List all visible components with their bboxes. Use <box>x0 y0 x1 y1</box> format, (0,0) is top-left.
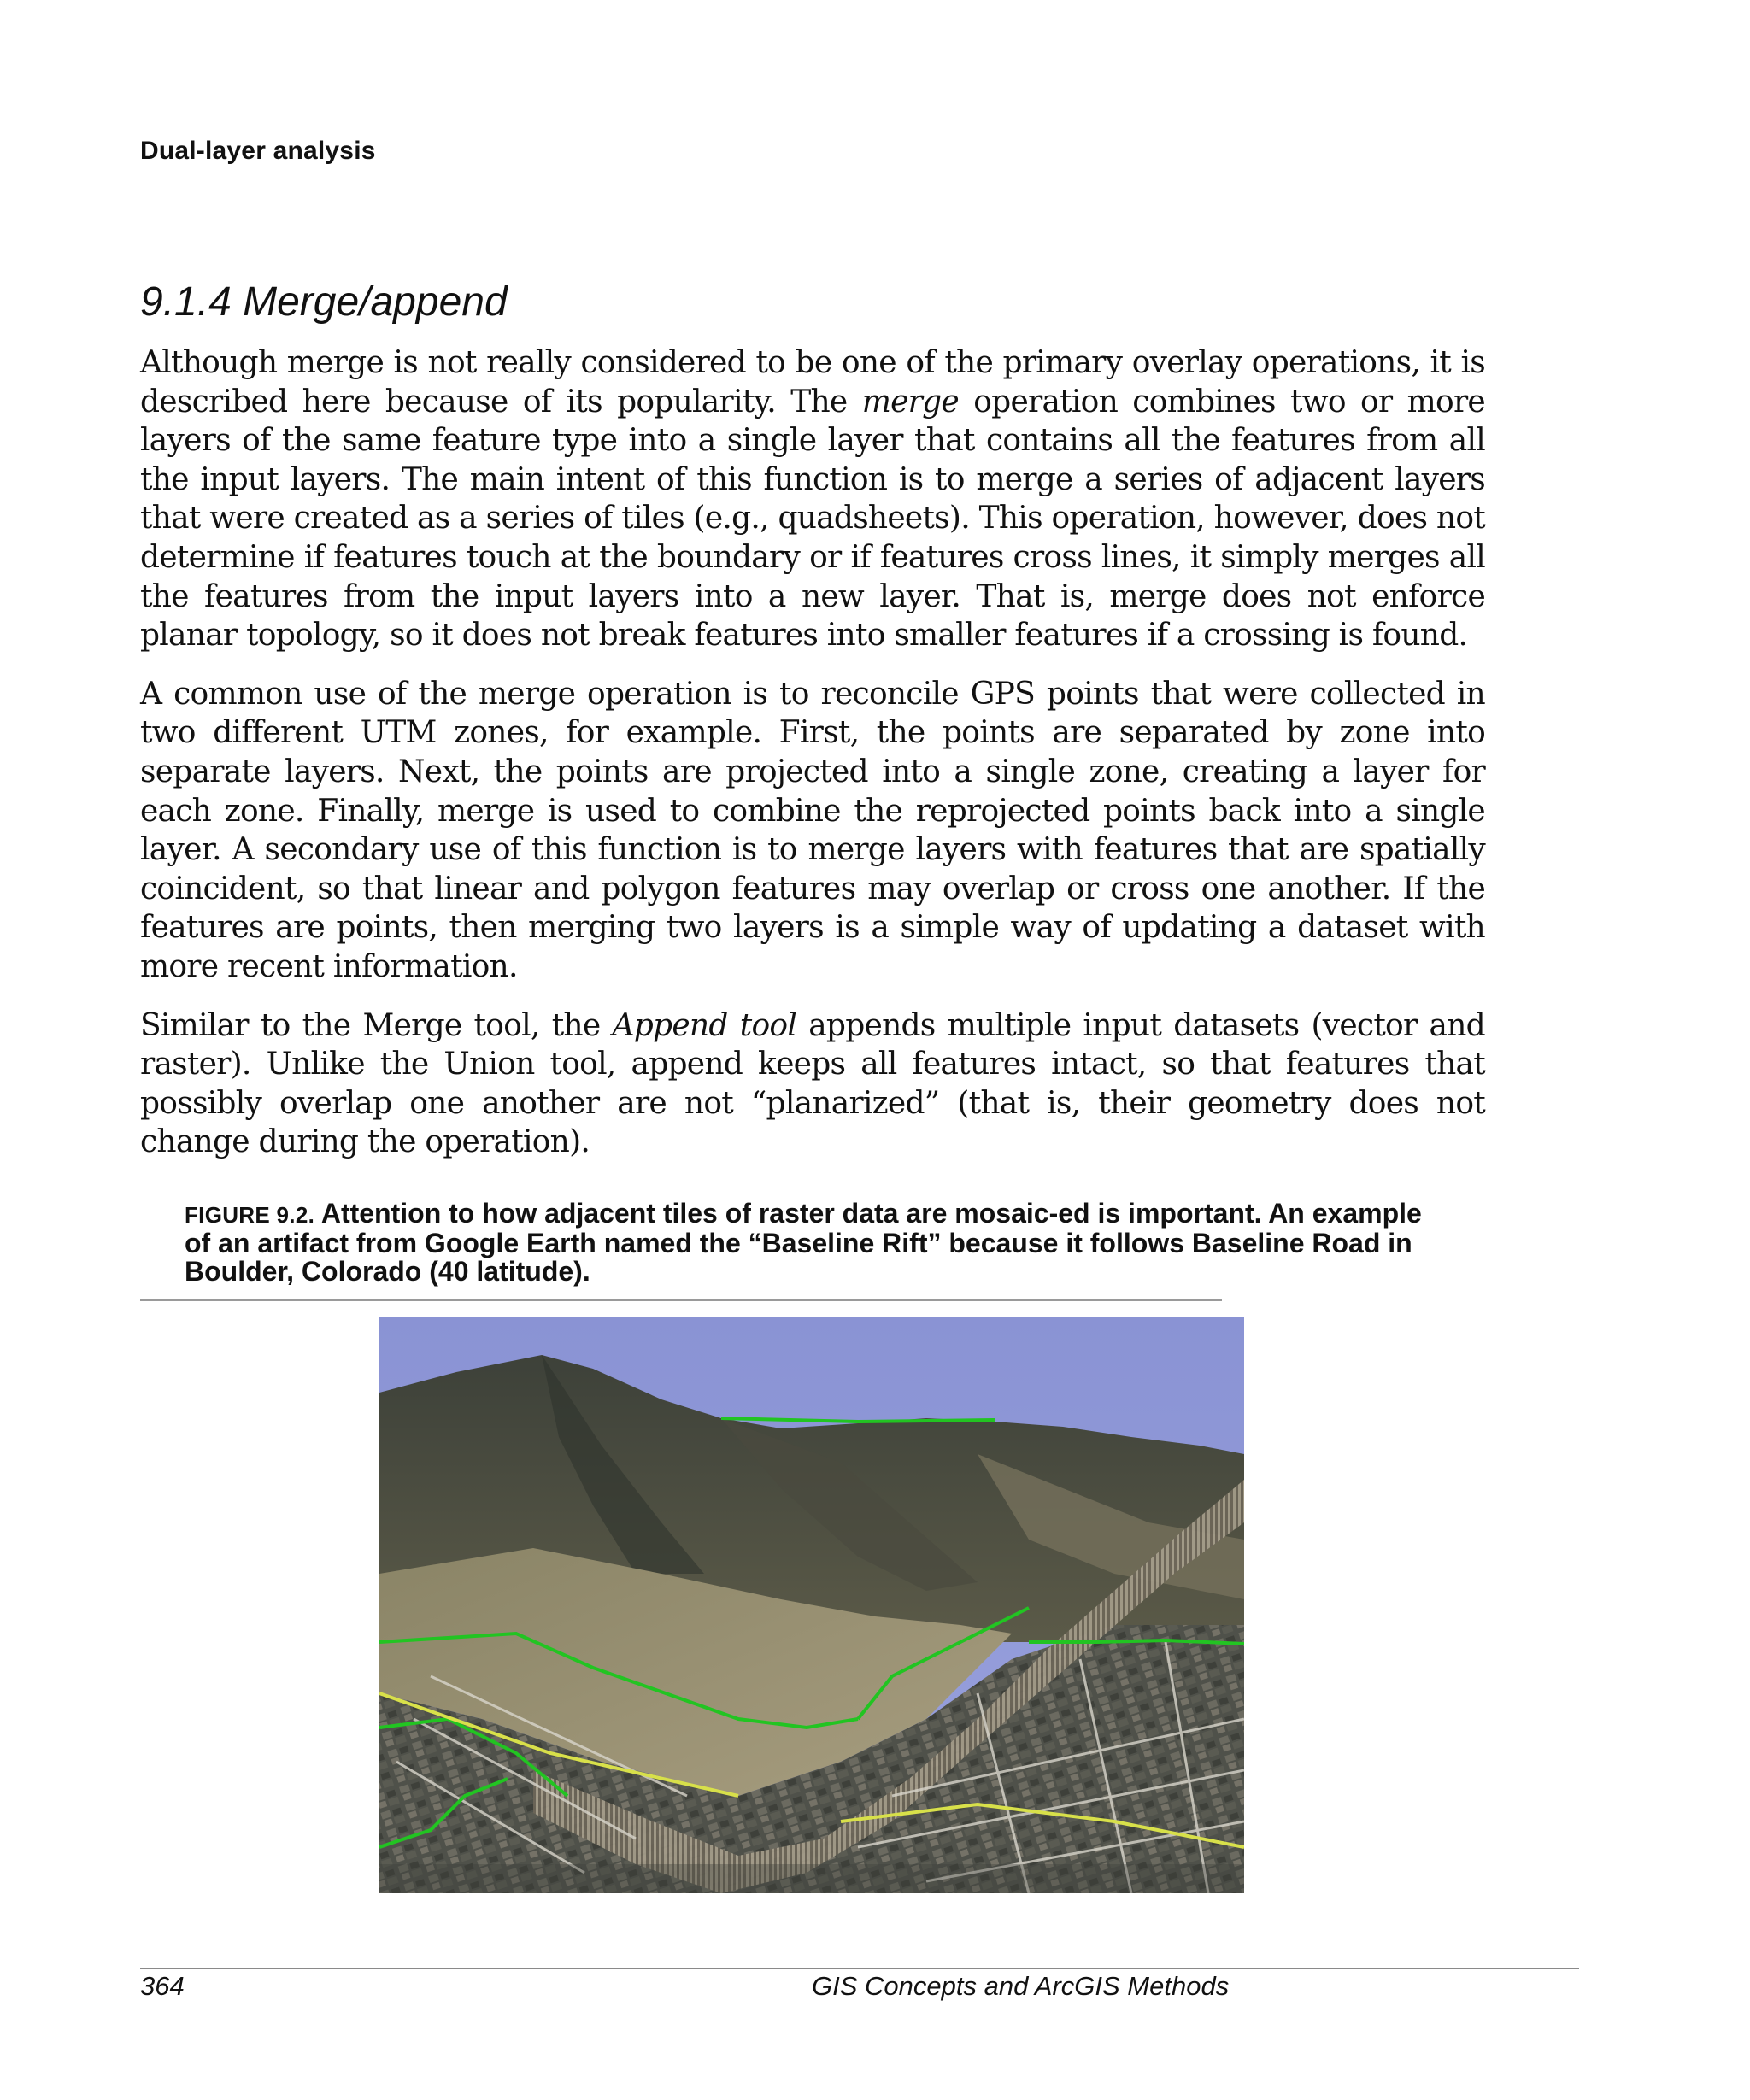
figure-label: FIGURE 9.2. <box>185 1202 315 1228</box>
baseline-rift-illustration <box>379 1317 1244 1893</box>
book-title: GIS Concepts and ArcGIS Methods <box>812 1971 1230 2001</box>
figure-caption <box>185 1200 1441 1286</box>
footer-divider <box>140 1968 1579 1969</box>
running-head: Dual-layer analysis <box>140 137 376 165</box>
paragraph-1-after: operation combines two or more layers of the same feature type into a single layer that contains all the features from all the input layers. The main intent of this function is to merge a series of adjacent layers that were created as a series of tiles (e.g., quadsheets). This operation, however, does not determine if features touch at the boundary or if features cross lines, it simply merges all the features from the input layers into a new layer. That is, merge does not enforce planar topology, so it does not break features into smaller features if a crossing is found. <box>140 384 1485 654</box>
paragraph-1-italic-term: merge <box>861 384 959 419</box>
paragraph-3-after: appends multiple input datasets (vector and raster). Unlike the Union tool, append keeps all features intact, so that features that possibly overlap one another are not “planarized” (that is, their geometry does not change during the operation). <box>140 1007 1485 1160</box>
page-number: 364 <box>140 1971 185 2001</box>
paragraph-1-before: Although merge is not really considered to be one of the primary overlay operations, it is described here because of its popularity. The <box>140 345 1485 419</box>
image-bottom-shade <box>379 1864 1244 1893</box>
figure-caption-text: Attention to how adjacent tiles of raster data are mosaic-ed is important. An example of an artifact from Google Earth named the “Baseline Rift” because it follows Baseline Road in Boulder, Colorado (40 latitude). <box>185 1198 1422 1287</box>
paragraph-2: A common use of the merge operation is to reconcile GPS points that were collected in two different UTM zones, for example. First, the points are separated by zone into separate layers. Next, the points are projected into a single zone, creating a layer for each zone. Finally, merge is used to combine the reprojected points back into a single layer. A secondary use of this function is to merge layers with features that are spatially coincident, so that linear and polygon features may overlap or cross one another. If the features are points, then merging two layers is a simple way of updating a dataset with more recent information. <box>140 676 1485 984</box>
paragraph-3 <box>140 1006 1485 1162</box>
section-title: 9.1.4 Merge/append <box>140 279 508 325</box>
paragraph-3-before: Similar to the Merge tool, the <box>140 1007 613 1043</box>
body-text <box>140 343 1485 1182</box>
figure-image-baseline-rift <box>379 1317 1244 1893</box>
paragraph-3-italic-term: Append tool <box>612 1007 797 1043</box>
paragraph-1 <box>140 343 1485 655</box>
caption-divider <box>140 1299 1222 1301</box>
